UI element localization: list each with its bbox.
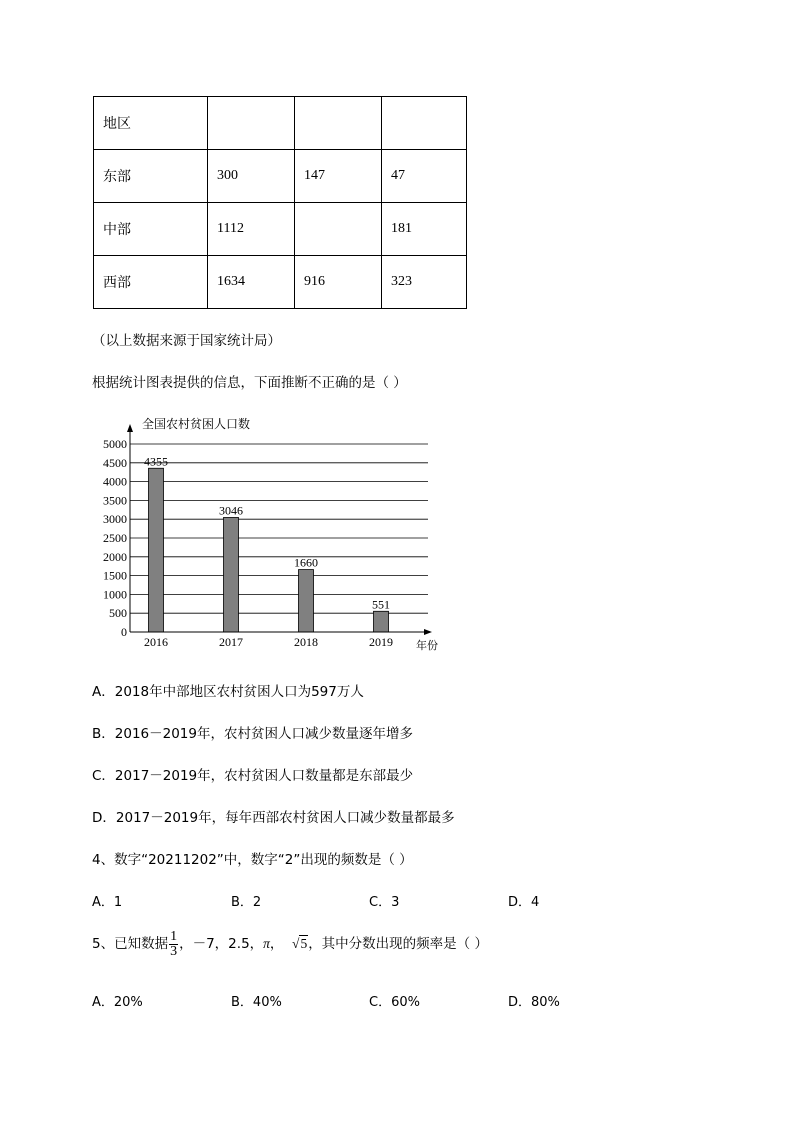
bar-data-label: 1660 <box>294 555 318 570</box>
x-tick-label: 2017 <box>219 635 243 649</box>
question-intro: 根据统计图表提供的信息，下面推断不正确的是（ ） <box>92 375 407 391</box>
y-tick-label: 1500 <box>103 568 127 583</box>
y-tick-label: 500 <box>109 606 127 621</box>
table-header-cell <box>295 97 382 150</box>
y-tick-label: 2500 <box>103 531 127 545</box>
table-cell: 47 <box>382 150 467 203</box>
q4-option-c: C．3 <box>369 895 400 910</box>
region-table <box>93 96 467 309</box>
q5-stem-before: 5、已知数据 <box>92 936 169 952</box>
y-tick-label: 5000 <box>103 437 127 451</box>
y-tick-label: 4000 <box>103 474 127 489</box>
table-cell: 147 <box>295 150 382 203</box>
x-tick-label: 2018 <box>294 635 318 649</box>
bar-data-label: 551 <box>372 597 390 612</box>
table-row <box>94 203 467 256</box>
chart-title: 全国农村贫困人口数 <box>142 417 251 431</box>
q4-option-a: A．1 <box>92 895 123 910</box>
q5-option-d: D．80% <box>508 995 560 1010</box>
table-row <box>94 150 467 203</box>
bar <box>374 611 389 632</box>
q4-option-b: B．2 <box>231 895 262 910</box>
pi-symbol: π <box>263 936 270 951</box>
y-tick-label: 3500 <box>103 493 127 508</box>
q3-option-d: D．2017－2019年，每年西部农村贫困人口减少数量都最多 <box>92 810 455 826</box>
y-tick-label: 3000 <box>103 512 127 527</box>
q5-stem-mid: ，－7，2.5， <box>179 936 264 952</box>
table-cell: 1112 <box>208 203 295 256</box>
x-axis-label: 年份 <box>416 639 438 652</box>
q5-stem <box>92 929 488 959</box>
q5-separator: ， <box>269 936 284 952</box>
table-cell: 323 <box>382 256 467 309</box>
y-tick-label: 1000 <box>103 587 127 602</box>
q3-option-c: C．2017－2019年，农村贫困人口数量都是东部最少 <box>92 768 414 784</box>
sqrt-five: √5 <box>292 936 308 951</box>
table-cell: 300 <box>208 150 295 203</box>
y-tick-label: 4500 <box>103 455 127 470</box>
y-axis-arrow <box>127 424 133 432</box>
q5-option-b: B．40% <box>231 995 282 1010</box>
poverty-bar-chart <box>90 410 450 655</box>
x-tick-label: 2016 <box>144 635 168 649</box>
q5-stem-after: ，其中分数出现的频率是（ ） <box>308 936 488 952</box>
y-tick-label: 0 <box>121 625 127 639</box>
table-header-row <box>94 97 467 150</box>
source-note: （以上数据来源于国家统计局） <box>92 333 281 349</box>
q4-option-d: D．4 <box>508 895 540 910</box>
y-tick-label: 2000 <box>103 549 127 564</box>
fraction-one-third <box>169 930 178 959</box>
q5-option-a: A．20% <box>92 995 143 1010</box>
table-cell <box>295 203 382 256</box>
table-header-cell: 地区 <box>94 97 208 150</box>
bar <box>299 570 314 632</box>
bar <box>224 517 239 632</box>
x-axis-arrow <box>424 629 432 635</box>
table-row <box>94 256 467 309</box>
fraction-numerator: 1 <box>170 928 178 944</box>
bar-data-label: 3046 <box>219 503 243 518</box>
fraction-denominator: 3 <box>170 943 178 959</box>
table-header-cell <box>382 97 467 150</box>
table-cell: 1634 <box>208 256 295 309</box>
q3-option-a: A．2018年中部地区农村贫困人口为597万人 <box>92 684 364 700</box>
table-cell: 西部 <box>94 256 208 309</box>
sqrt-radicand: 5 <box>300 936 308 951</box>
table-cell: 东部 <box>94 150 208 203</box>
table-cell: 中部 <box>94 203 208 256</box>
q5-option-c: C．60% <box>369 995 420 1010</box>
bar-data-label: 4355 <box>144 454 168 469</box>
bar <box>149 468 164 632</box>
x-tick-label: 2019 <box>369 635 393 649</box>
q3-option-b: B．2016－2019年，农村贫困人口减少数量逐年增多 <box>92 726 413 742</box>
table-header-cell <box>208 97 295 150</box>
table-cell: 916 <box>295 256 382 309</box>
q4-stem: 4、数字“20211202”中，数字“2”出现的频数是（ ） <box>92 852 413 868</box>
table-cell: 181 <box>382 203 467 256</box>
